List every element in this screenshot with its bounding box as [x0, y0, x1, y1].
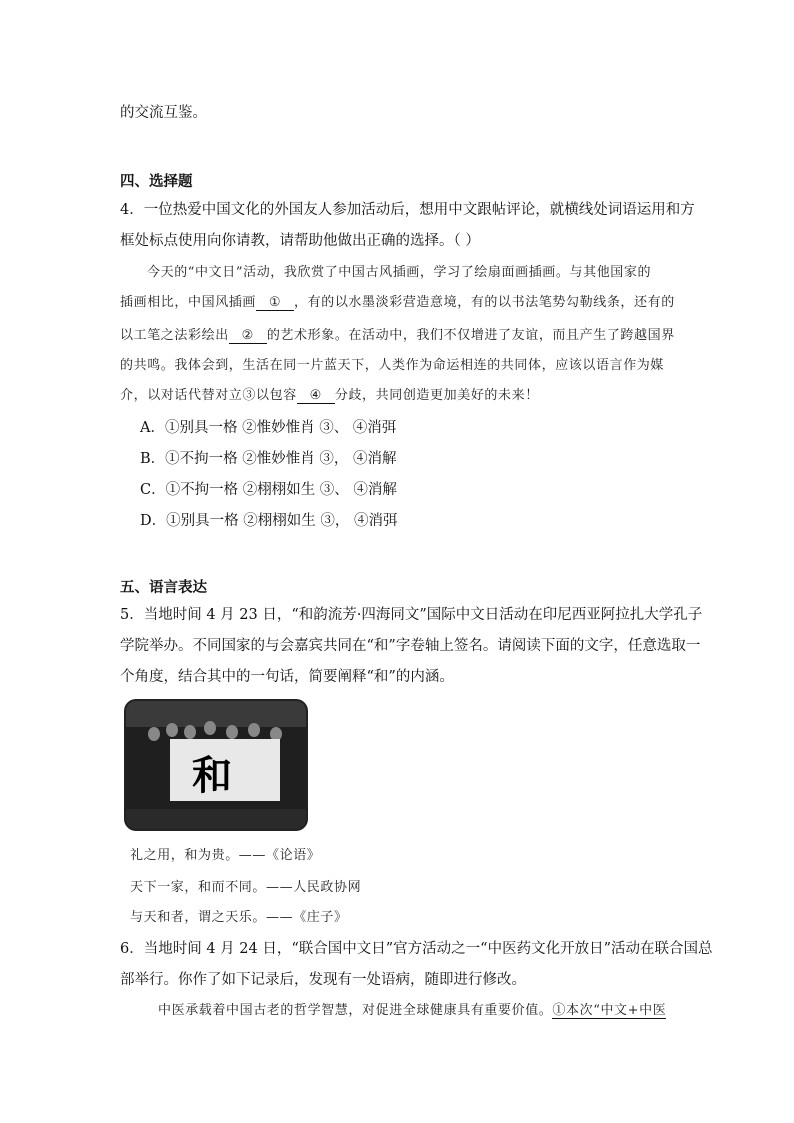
blank-4: ④ [297, 388, 335, 404]
passage-text: 的艺术形象。在活动中，我们不仅增进了友谊，而且产生了跨越国界 [266, 328, 675, 343]
passage-line4: 的共鸣。我体会到，生活在同一片蓝天下，人类作为命运相连的共同体，应该以语言作为媒 [120, 358, 665, 373]
passage-text: ，有的以水墨淡彩营造意境，有的以书法笔势勾勒线条，还有的 [294, 295, 675, 310]
photo-background [126, 701, 306, 727]
q5-line3: 个角度，结合其中的一句话，简要阐释“和”的内涵。 [120, 669, 454, 685]
banner-character: 和 [192, 752, 232, 799]
option-c: C．①不拘一格 ②栩栩如生 ③、 ④消解 [140, 482, 397, 498]
passage-line2 [120, 291, 675, 311]
q4-line2: 框处标点使用向你请教，请帮助他做出正确的选择。（ ） [120, 233, 480, 249]
section5-heading: 五、语言表达 [120, 579, 207, 596]
q5-line1: 5．当地时间 4 月 23 日，“和韵流芳·四海同文”国际中文日活动在印尼西亚阿拉扎大学孔子 [120, 607, 703, 623]
passage-text: 以工笔之法彩绘出 [120, 328, 229, 343]
person [226, 725, 238, 739]
passage-text: 介，以对话代替对立③以包容 [120, 388, 297, 403]
person [148, 727, 160, 741]
quote-1: 礼之用，和为贵。——《论语》 [130, 848, 321, 863]
passage-line3 [120, 324, 675, 344]
option-b: B．①不拘一格 ②惟妙惟肖 ③， ④消解 [140, 451, 397, 467]
person [204, 721, 216, 735]
passage-text: 插画相比，中国风插画 [120, 295, 257, 310]
passage-text: 分歧，共同创造更加美好的未来！ [334, 388, 539, 403]
quote-2: 天下一家，和而不同。——人民政协网 [130, 880, 362, 895]
top-line: 的交流互鉴。 [120, 105, 207, 121]
q6-passage-text: 中医承载着中国古老的哲学智慧，对促进全球健康具有重要价值。 [158, 1003, 553, 1018]
q6-line2: 部举行。你作了如下记录后，发现有一处语病，随即进行修改。 [120, 972, 526, 988]
quote-3: 与天和者，谓之天乐。——《庄子》 [130, 910, 348, 925]
blank-2: ② [229, 328, 267, 344]
option-d: D．①别具一格 ②栩栩如生 ③， ④消弭 [140, 513, 398, 529]
option-a: A．①别具一格 ②惟妙惟肖 ③、 ④消弭 [140, 420, 397, 436]
passage-line5 [120, 384, 539, 404]
person [248, 723, 260, 737]
blank-1: ① [256, 295, 294, 311]
q5-line2: 学院举办。不同国家的与会嘉宾共同在“和”字卷轴上签名。请阅读下面的文字，任意选取一 [120, 638, 701, 654]
q6-passage [158, 999, 666, 1018]
q4-line1: 4．一位热爱中国文化的外国友人参加活动后，想用中文跟帖评论，就横线处词语运用和方 [120, 202, 695, 218]
person [184, 725, 196, 739]
q6-underlined-text: ①本次“中文+中医 [552, 1003, 667, 1018]
section4-heading: 四、选择题 [120, 173, 193, 190]
signing-photo [124, 699, 308, 831]
photo-floor [126, 809, 306, 829]
person [166, 723, 178, 737]
passage-line1: 今天的“中文日”活动，我欣赏了中国古风插画，学习了绘扇面画插画。与其他国家的 [147, 265, 652, 280]
q6-line1: 6．当地时间 4 月 24 日，“联合国中文日”官方活动之一“中医药文化开放日”活动在联合国总 [120, 941, 713, 957]
